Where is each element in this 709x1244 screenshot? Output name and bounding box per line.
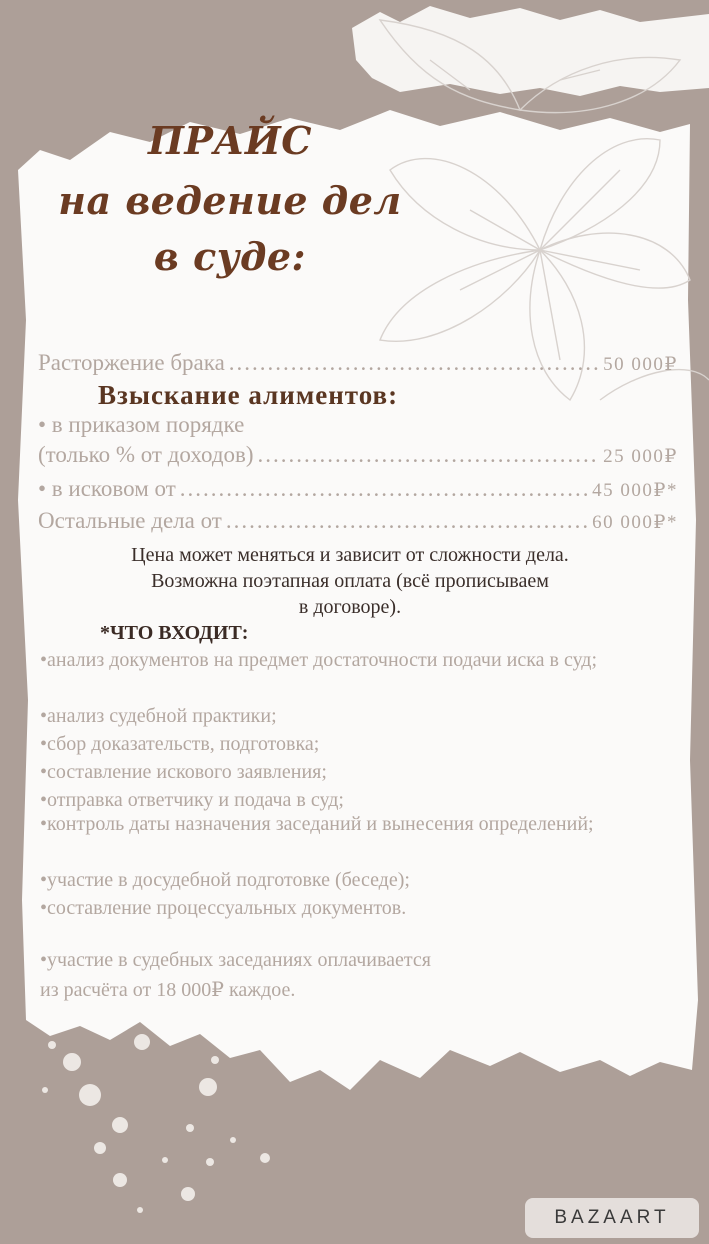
bazaart-watermark: BAZAART (525, 1198, 699, 1238)
title-line-3: в суде: (153, 234, 307, 279)
alimony-order-line: • в приказом порядке (38, 412, 245, 437)
includes-item: •отправка ответчику и подача в суд; (40, 789, 344, 811)
includes-item: •контроль даты назначения заседаний и вынесения определений; (40, 813, 594, 835)
price-value: 25 000₽ (603, 446, 678, 467)
price-value: 45 000₽* (592, 480, 678, 501)
price-row-other (38, 506, 678, 538)
price-note-line-3: в договоре). (298, 596, 402, 618)
price-label: Остальные дела от (38, 508, 222, 533)
title-line-1: ПРАЙС (147, 118, 313, 163)
hearing-fee-line-2: из расчёта от 18 000₽ каждое. (40, 979, 296, 1001)
price-row-lawsuit (38, 474, 678, 506)
includes-item: •составление процессуальных документов. (40, 897, 407, 919)
hearing-fee-line-1: •участие в судебных заседаниях оплачивается (40, 949, 431, 971)
includes-heading: *ЧТО ВХОДИТ: (100, 622, 249, 644)
includes-item: •участие в досудебной подготовке (беседе); (40, 869, 410, 891)
includes-item: •составление искового заявления; (40, 761, 327, 783)
price-label: (только % от доходов) (38, 442, 254, 467)
price-row-order (38, 440, 678, 472)
includes-item: •сбор доказательств, подготовка; (40, 733, 320, 755)
price-label: Расторжение брака (38, 350, 225, 375)
price-row-divorce (38, 348, 678, 380)
price-note-line-2: Возможна поэтапная оплата (всё прописываем (151, 570, 549, 592)
price-note-line-1: Цена может меняться и зависит от сложности дела. (131, 544, 569, 566)
alimony-heading: Взыскание алиментов: (98, 380, 399, 410)
includes-item: •анализ документов на предмет достаточности подачи иска в суд; (40, 649, 598, 671)
includes-item: •анализ судебной практики; (40, 705, 277, 727)
leader-dots (258, 440, 600, 470)
price-label: • в исковом от (38, 476, 176, 501)
leader-dots (180, 474, 588, 504)
leader-dots (229, 348, 599, 378)
title-line-2: на ведение дел (58, 178, 402, 223)
leader-dots (226, 506, 588, 536)
price-value: 60 000₽* (592, 512, 678, 533)
price-value: 50 000₽ (603, 354, 678, 375)
